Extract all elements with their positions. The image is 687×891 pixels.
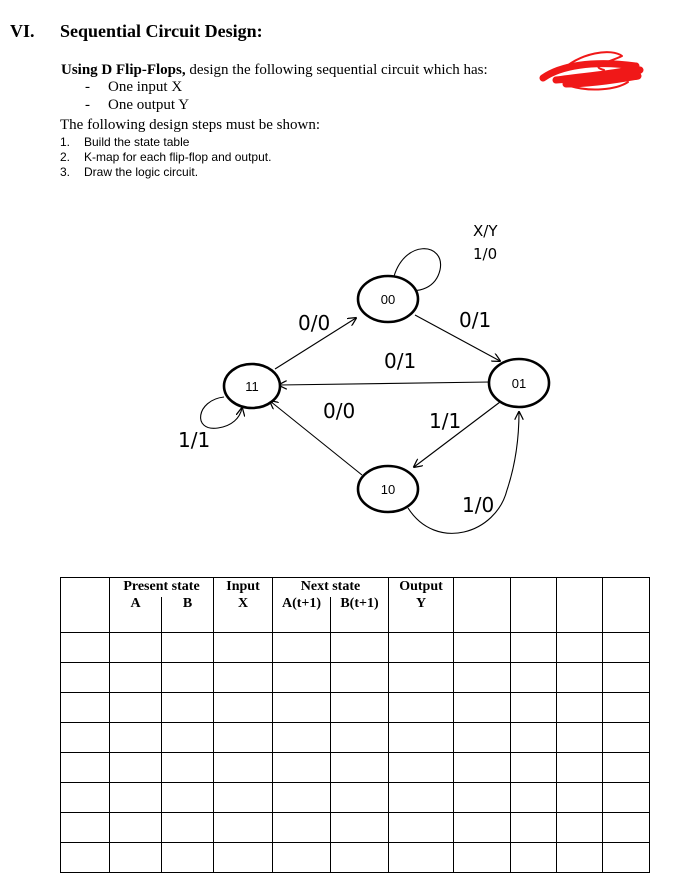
header-a-next: A(t+1) bbox=[273, 597, 331, 633]
header-y: Y bbox=[389, 597, 454, 633]
header-output: Output bbox=[389, 578, 454, 597]
intro-lead-bold: Using D Flip-Flops, bbox=[61, 62, 186, 78]
steps-intro: The following design steps must be shown: bbox=[60, 117, 320, 133]
header-x: X bbox=[214, 597, 273, 633]
table-header-row-1 bbox=[61, 578, 650, 597]
label-s10-to-s01: 1/0 bbox=[462, 493, 495, 517]
state-00-label: 00 bbox=[380, 292, 396, 307]
step-text-1: Build the state table bbox=[84, 135, 190, 149]
step-num-3: 3. bbox=[60, 165, 71, 179]
step-num-2: 2. bbox=[60, 150, 71, 164]
table-row bbox=[61, 783, 650, 813]
intro-lead-rest: design the following sequential circuit which has: bbox=[185, 62, 488, 78]
state-10-label: 10 bbox=[380, 482, 396, 497]
red-scribble-mark bbox=[543, 52, 640, 89]
table-row bbox=[61, 633, 650, 663]
header-a: A bbox=[110, 597, 162, 633]
table-row bbox=[61, 813, 650, 843]
bullet-dash-2: - bbox=[85, 97, 90, 113]
table-row bbox=[61, 753, 650, 783]
table-header-row-2 bbox=[61, 597, 650, 633]
label-s10-to-s11: 0/0 bbox=[323, 399, 356, 423]
header-input: Input bbox=[214, 578, 273, 597]
state-01-label: 01 bbox=[511, 376, 527, 391]
state-11-label: 11 bbox=[245, 379, 259, 394]
section-title: Sequential Circuit Design: bbox=[60, 21, 263, 41]
label-s00-to-s01: 0/1 bbox=[459, 308, 492, 332]
table-row bbox=[61, 723, 650, 753]
bullet-text-2: One output Y bbox=[108, 97, 190, 113]
header-b-next: B(t+1) bbox=[331, 597, 389, 633]
header-b: B bbox=[162, 597, 214, 633]
edge-s01-to-s11 bbox=[279, 382, 490, 385]
header-next-state: Next state bbox=[273, 578, 389, 597]
header-present-state: Present state bbox=[110, 578, 214, 597]
table-row bbox=[61, 693, 650, 723]
scribble-fill bbox=[543, 64, 640, 84]
section-number: VI. bbox=[10, 21, 35, 41]
table-row bbox=[61, 843, 650, 873]
state-table bbox=[60, 577, 650, 873]
label-s01-to-s10: 1/1 bbox=[429, 409, 462, 433]
label-s11-self: 1/1 bbox=[178, 428, 211, 452]
step-text-3: Draw the logic circuit. bbox=[84, 165, 199, 179]
step-text-2: K-map for each flip-flop and output. bbox=[84, 150, 272, 164]
table-row bbox=[61, 663, 650, 693]
legend-top: X/Y bbox=[473, 222, 498, 240]
legend-bottom: 1/0 bbox=[473, 245, 498, 263]
bullet-dash-1: - bbox=[85, 79, 90, 95]
step-num-1: 1. bbox=[60, 135, 71, 149]
bullet-text-1: One input X bbox=[108, 79, 183, 95]
label-s01-to-s11: 0/1 bbox=[384, 349, 417, 373]
label-s11-to-s00: 0/0 bbox=[298, 311, 331, 335]
